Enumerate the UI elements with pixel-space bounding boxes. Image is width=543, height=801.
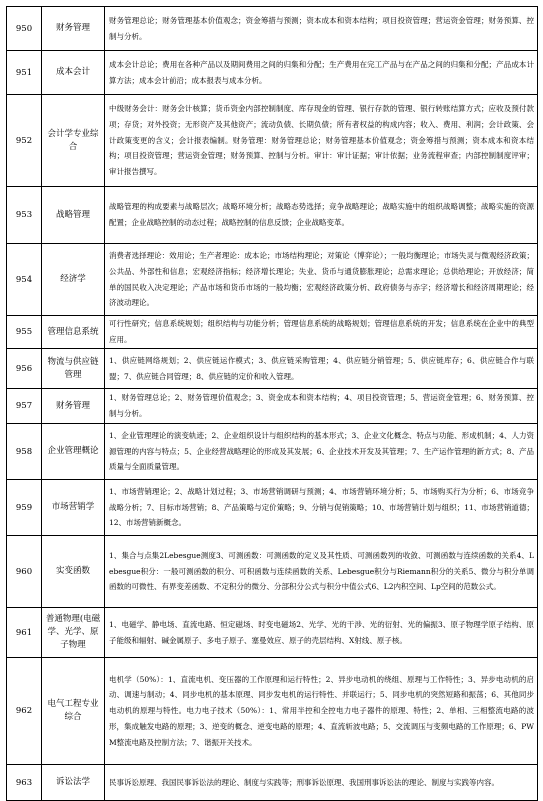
course-name: 企业管理概论 bbox=[42, 424, 105, 480]
course-name: 普通物理(电磁学、光学、原子物理 bbox=[42, 608, 105, 658]
table-row bbox=[7, 765, 538, 801]
course-description: 民事诉讼原理、我国民事诉讼法的理论、制度与实践等；刑事诉讼原理、我国刑事诉讼法的理论、制度与实践等内容。 bbox=[105, 765, 538, 801]
course-code: 950 bbox=[7, 7, 42, 51]
course-name: 管理信息系统 bbox=[42, 316, 105, 349]
course-description: 可行性研究；信息系统规划；组织结构与功能分析；管理信息系统的战略规划；管理信息系统的开发；信息系统在企业中的典型应用。 bbox=[105, 316, 538, 349]
course-code: 957 bbox=[7, 389, 42, 424]
table-row bbox=[7, 187, 538, 244]
course-name: 市场营销学 bbox=[42, 480, 105, 536]
course-description: 1、财务管理总论；2、财务管理价值观念；3、资金成本和资本结构；4、项目投资管理；5、营运资金管理；6、财务预算、控制与分析。 bbox=[105, 389, 538, 424]
course-code: 952 bbox=[7, 95, 42, 187]
course-name: 诉讼法学 bbox=[42, 765, 105, 801]
table-row bbox=[7, 95, 538, 187]
course-description: 中级财务会计：财务会计核算；货币资金内部控制制度、库存现金的管理、银行存款的管理、银行转账结算方式；应收及预付款项；存货；对外投资；无形资产及其他资产；流动负债、长期负债；所有者权益的构成内容；收入、费用、利润；会计政策、会计政策变更的含义；会计报表编制。财务管理：财务管理总论；财务管理基本价值观念；资金筹措与预测；资本成本和资本结构；项目投资管理；营运资金管理；财务预算、控制与分析。审计：审计证据；审计依据；业务流程审查；内部控制制度评审；审计报告撰写。 bbox=[105, 95, 538, 187]
course-code: 961 bbox=[7, 608, 42, 658]
curriculum-table-body bbox=[7, 7, 538, 801]
table-row bbox=[7, 608, 538, 658]
course-code: 963 bbox=[7, 765, 42, 801]
course-description: 电机学（50%）：1、直流电机、变压器的工作原理和运行特性；2、异步电动机的绕组、原理与工作特性；3、异步电动机的启动、调速与制动；4、同步电机的基本原理、同步发电机的运行特性、并联运行；5、同步电机的突然短路和振荡；6、其他同步电动机的原理与特性。电力电子技术（50%）：1、常用半控和全控电力电子器件的原理、特性；2、单相、三相整流电路的波形，集成触发电路的原理；3、逆变的概念、逆变电路的原理；4、直流斩波电路；5、交流调压与变频电路的工作原理；6、PWM整流电路及控制方法；7、谐振开关技术。 bbox=[105, 658, 538, 765]
course-code: 953 bbox=[7, 187, 42, 244]
course-description: 1、企业管理理论的演变轨迹；2、企业组织设计与组织结构的基本形式；3、企业文化概念、特点与功能、形成机制；4、人力资源管理的内容与特点；5、企业经营战略理论的形成及其发展；6、企业技术开发及其管理；7、生产运作管理的新方式；8、产品质量与全面质量管理。 bbox=[105, 424, 538, 480]
course-code: 956 bbox=[7, 349, 42, 389]
course-name: 实变函数 bbox=[42, 536, 105, 608]
table-row bbox=[7, 316, 538, 349]
course-description: 1、供应链网络规划；2、供应链运作模式；3、供应链采购管理；4、供应链分销管理；5、供应链库存；6、供应链合作与联盟；7、供应链合同管理；8、供应链的定价和收入管理。 bbox=[105, 349, 538, 389]
curriculum-table bbox=[6, 6, 538, 801]
course-code: 959 bbox=[7, 480, 42, 536]
course-code: 958 bbox=[7, 424, 42, 480]
course-code: 960 bbox=[7, 536, 42, 608]
course-name: 财务管理 bbox=[42, 389, 105, 424]
table-row bbox=[7, 658, 538, 765]
table-row bbox=[7, 349, 538, 389]
course-name: 成本会计 bbox=[42, 51, 105, 95]
table-row bbox=[7, 244, 538, 316]
table-row bbox=[7, 536, 538, 608]
course-name: 电气工程专业综合 bbox=[42, 658, 105, 765]
table-row bbox=[7, 51, 538, 95]
course-name: 会计学专业综合 bbox=[42, 95, 105, 187]
course-name: 财务管理 bbox=[42, 7, 105, 51]
course-description: 消费者选择理论：效用论；生产者理论：成本论；市场结构理论；对策论（博弈论）；一般均衡理论；市场失灵与微观经济政策；公共品、外部性和信息；宏观经济指标；经济增长理论；失业、货币与通货膨胀理论；总需求理论；总供给理论；开放经济；简单的国民收入决定理论；产品市场和货币市场的一般均衡；宏观经济政策分析、政府债务与赤字；经济增长和经济周期理论；经济波动理论。 bbox=[105, 244, 538, 316]
course-name: 物流与供应链管理 bbox=[42, 349, 105, 389]
course-code: 951 bbox=[7, 51, 42, 95]
course-description: 1、市场营销理论；2、战略计划过程；3、市场营销调研与预测；4、市场营销环境分析；5、市场购买行为分析；6、市场竞争战略分析；7、目标市场营销；8、产品策略与定价策略；9、分销与促销策略；10、市场营销计划与组织；11、市场营销道德；12、市场营销新概念。 bbox=[105, 480, 538, 536]
table-row bbox=[7, 389, 538, 424]
table-row bbox=[7, 480, 538, 536]
course-description: 战略管理的构成要素与战略层次；战略环境分析；战略态势选择；竞争战略理论；战略实施中的组织战略调整；战略实施的资源配置；企业战略控制的动态过程；战略控制的信息反馈；企业战略变革。 bbox=[105, 187, 538, 244]
course-description: 1、集合与点集2Lebesgue测度3、可测函数：可测函数的定义及其性质、可测函数列的收敛、可测函数与连续函数的关系4、Lebesgue积分：一般可测函数的积分、可积函数与连续函数的关系、Lebesgue积分与Riemann积分的关系5、微分与积分单调函数的可微性、有界变差函数、不定积分的微分、分部积分公式与积分中值公式6、L2内积空间、Lp空间的范数公式。 bbox=[105, 536, 538, 608]
course-code: 955 bbox=[7, 316, 42, 349]
course-name: 战略管理 bbox=[42, 187, 105, 244]
table-row bbox=[7, 424, 538, 480]
course-code: 962 bbox=[7, 658, 42, 765]
course-description: 财务管理总论；财务管理基本价值观念；资金筹措与预测；资本成本和资本结构；项目投资管理；营运资金管理；财务预算、控制与分析。 bbox=[105, 7, 538, 51]
table-row bbox=[7, 7, 538, 51]
course-description: 1、电磁学、静电场、直流电路、恒定磁场、时变电磁场2、光学、光的干涉、光的衍射、光的偏振3、原子物理学原子结构、原子能级和辐射、碱金属原子、多电子原子、塞曼效应、原子的壳层结构、X射线、原子核。 bbox=[105, 608, 538, 658]
course-description: 成本会计总论；费用在各种产品以及期间费用之间的归集和分配；生产费用在完工产品与在产品之间的归集和分配；产品成本计算方法；成本会计前沿；成本报表与成本分析。 bbox=[105, 51, 538, 95]
course-name: 经济学 bbox=[42, 244, 105, 316]
course-code: 954 bbox=[7, 244, 42, 316]
